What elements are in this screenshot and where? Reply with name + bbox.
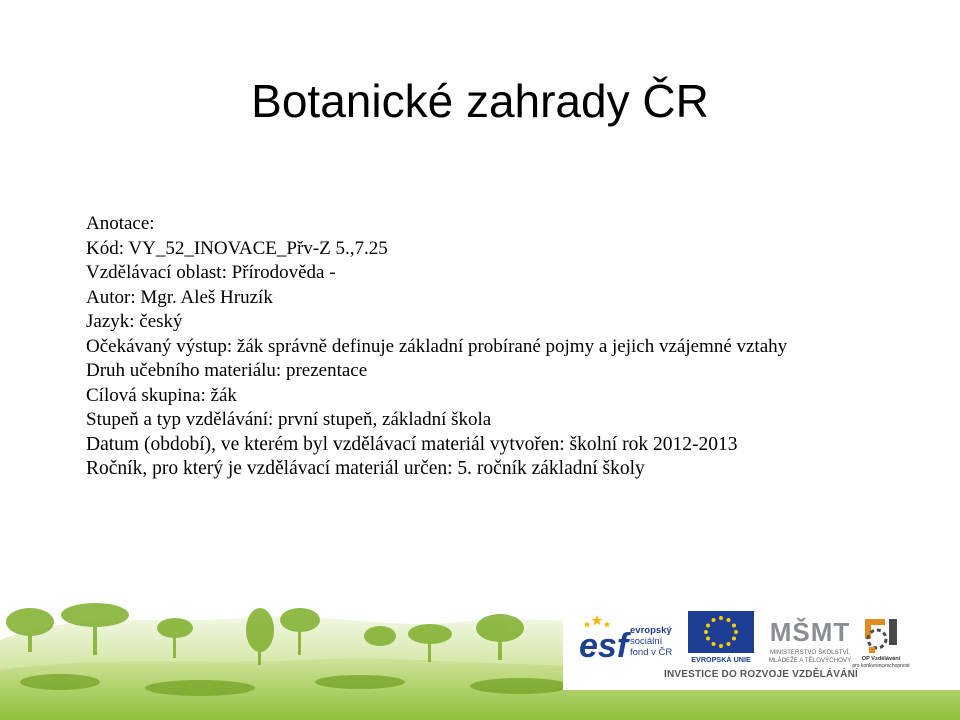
annotation-target-group: Cílová skupina: žák bbox=[86, 384, 237, 406]
esf-stars-icon bbox=[583, 615, 610, 628]
investment-caption: INVESTICE DO ROZVOJE VZDĚLÁVÁNÍ bbox=[663, 669, 858, 680]
eu-logo bbox=[678, 609, 764, 665]
annotation-education-level: Stupeň a typ vzdělávání: první stupeň, základní škola bbox=[86, 409, 492, 430]
annotation-author: Autor: Mgr. Aleš Hruzík bbox=[86, 286, 273, 308]
msmt-line2: MLÁDEŽE A TĚLOVÝCHOVY bbox=[768, 657, 852, 664]
annotation-subject-area: Vzdělávací oblast: Přírodověda - bbox=[86, 262, 336, 283]
esf-line2: sociální bbox=[630, 636, 663, 647]
msmt-mark: MŠMT bbox=[769, 617, 851, 647]
annotation-grade: Ročník, pro který je vzdělávací materiál určen: 5. ročník základní školy bbox=[86, 458, 645, 479]
eu-caption: EVROPSKÁ UNIE bbox=[691, 655, 751, 664]
logo-strip bbox=[563, 605, 960, 690]
msmt-logo bbox=[762, 609, 858, 667]
msmt-line1: MINISTERSTVO ŠKOLSTVÍ, bbox=[769, 649, 851, 656]
esf-mark: esf bbox=[579, 627, 629, 663]
annotation-block bbox=[86, 212, 946, 482]
annotation-language: Jazyk: český bbox=[86, 311, 183, 332]
annotation-date: Datum (období), ve kterém byl vzdělávací materiál vytvořen: školní rok 2012-2013 bbox=[86, 433, 738, 455]
annotation-heading: Anotace: bbox=[86, 213, 155, 234]
esf-logo bbox=[577, 611, 675, 663]
op-line1: OP Vzdělávání bbox=[861, 656, 901, 662]
op-logo bbox=[851, 609, 911, 669]
annotation-code: Kód: VY_52_INOVACE_Přv-Z 5.,7.25 bbox=[86, 237, 388, 259]
esf-line3: fond v ČR bbox=[630, 647, 673, 658]
op-logo-icon bbox=[865, 619, 897, 653]
esf-line1: evropský bbox=[630, 625, 672, 636]
op-line2: pro konkurenceschopnost bbox=[852, 663, 910, 669]
slide-title: Botanické zahrady ČR bbox=[251, 75, 709, 127]
annotation-material-type: Druh učebního materiálu: prezentace bbox=[86, 360, 368, 381]
annotation-expected-outcome: Očekávaný výstup: žák správně definuje základní probírané pojmy a jejich vzájemné vztahy bbox=[86, 335, 788, 357]
